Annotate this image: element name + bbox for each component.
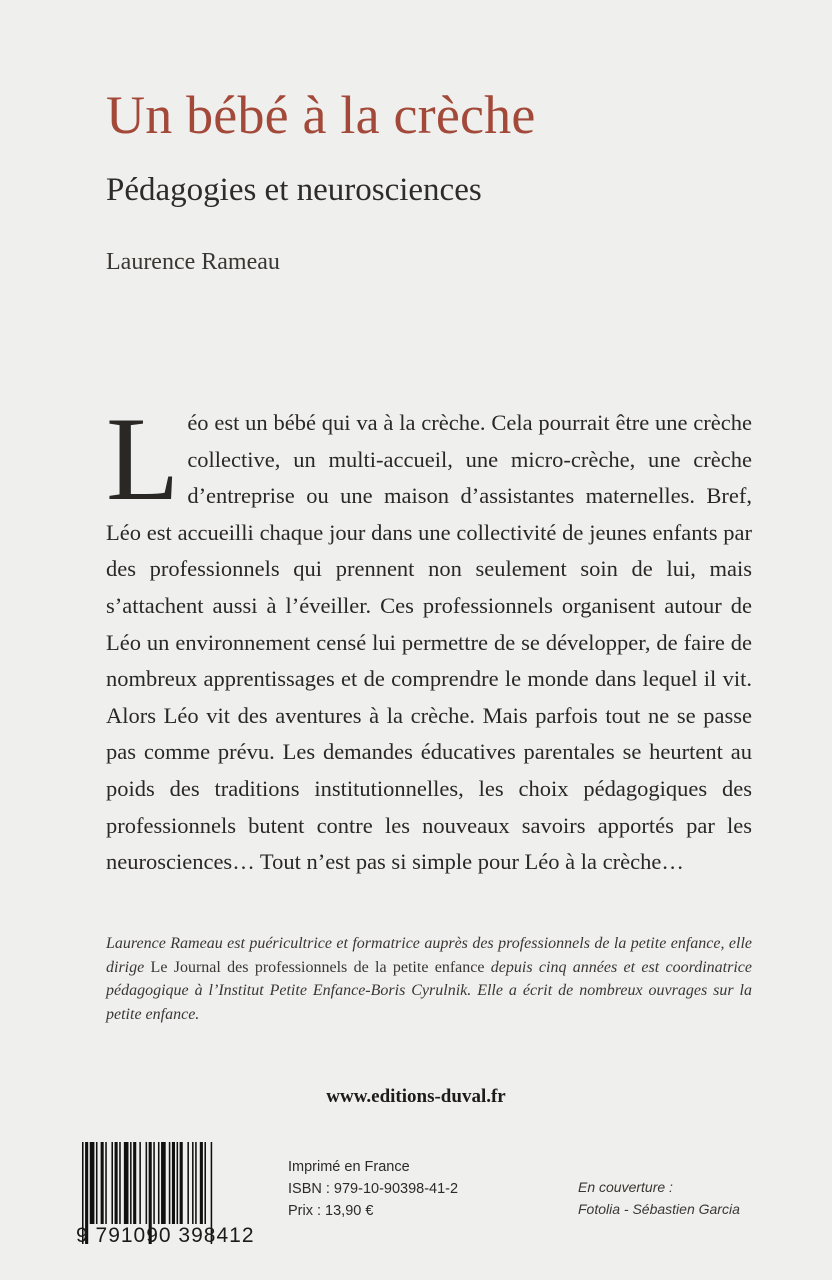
barcode-bar — [146, 1142, 148, 1224]
blurb-text: éo est un bébé qui va à la crèche. Cela pourrait être une crèche collective, un multi-accueil, une micro-crèche, une crèche d’entreprise ou une maison d’assistantes maternelles. Bref, Léo est accueilli chaque jour dans une collectivité de jeunes enfants par des professionnels qui prennent non seulement soin de lui, mais s’attachent aussi à l’éveiller. Ces professionnels organisent autour de Léo un environnement censé lui permettre de se développer, de faire de nombreux apprentissages et de comprendre le monde dans lequel il vit. Alors Léo vit des aventures à la crèche. Mais parfois tout ne se passe pas comme prévu. Les demandes éducatives parentales se heurtent au poids des traditions institutionnelles, les choix pédagogiques des professionnels butent contre les nouveaux savoirs apportés par les neurosciences… Tout n’est pas si simple pour Léo à la crèche… — [106, 410, 752, 875]
cover-credit-label: En couverture : — [578, 1179, 673, 1195]
barcode-bar — [192, 1142, 194, 1224]
bio-journal-title: Le Journal des professionnels de la petite enfance — [150, 958, 485, 976]
barcode-bar — [158, 1142, 160, 1224]
barcode-bar — [161, 1142, 166, 1224]
book-author: Laurence Rameau — [106, 249, 280, 275]
barcode-bar — [101, 1142, 104, 1224]
barcode-bar — [119, 1142, 121, 1224]
barcode-bar — [105, 1142, 107, 1224]
barcode-digits: 9 791090 398412 — [76, 1224, 255, 1247]
barcode-bar — [172, 1142, 175, 1224]
bio-part1: Laurence Rameau est puéricultrice et formatrice auprès des professionnels de la petite enfance, elle dirige — [106, 935, 752, 976]
barcode-bar — [139, 1142, 141, 1224]
barcode-bar — [130, 1142, 132, 1224]
barcode-bar — [180, 1142, 183, 1224]
barcode-bar — [124, 1142, 129, 1224]
barcode-bar — [177, 1142, 179, 1224]
publisher-website: www.editions-duval.fr — [326, 1086, 506, 1107]
barcode-bar — [96, 1142, 98, 1224]
barcode-bar — [200, 1142, 203, 1224]
drop-cap: L — [106, 392, 180, 525]
price: Prix : 13,90 € — [288, 1203, 374, 1219]
printed-in: Imprimé en France — [288, 1159, 410, 1175]
barcode-bar — [204, 1142, 206, 1224]
barcode-bar — [195, 1142, 197, 1224]
cover-credit — [578, 1176, 740, 1220]
barcode-bar — [169, 1142, 171, 1224]
barcode-bar — [115, 1142, 118, 1224]
cover-credit-source: Fotolia - Sébastien Garcia — [578, 1201, 740, 1217]
barcode-bar — [133, 1142, 136, 1224]
book-subtitle: Pédagogies et neurosciences — [106, 172, 482, 208]
isbn: ISBN : 979-10-90398-41-2 — [288, 1181, 459, 1197]
blurb-paragraph — [106, 392, 752, 881]
print-info — [288, 1156, 458, 1222]
barcode-bar — [187, 1142, 189, 1224]
barcode-bar — [153, 1142, 155, 1224]
bio-part2: depuis cinq années et est coordinatrice pédagogique à l’Institut Petite Enfance-Boris Cyrulnik. Elle a écrit de nombreux ouvrages sur la petite enfance. — [106, 958, 753, 1023]
barcode-bar — [111, 1142, 113, 1224]
book-title: Un bébé à la crèche — [106, 85, 536, 145]
barcode-bar — [90, 1142, 95, 1224]
author-bio — [106, 932, 752, 1026]
